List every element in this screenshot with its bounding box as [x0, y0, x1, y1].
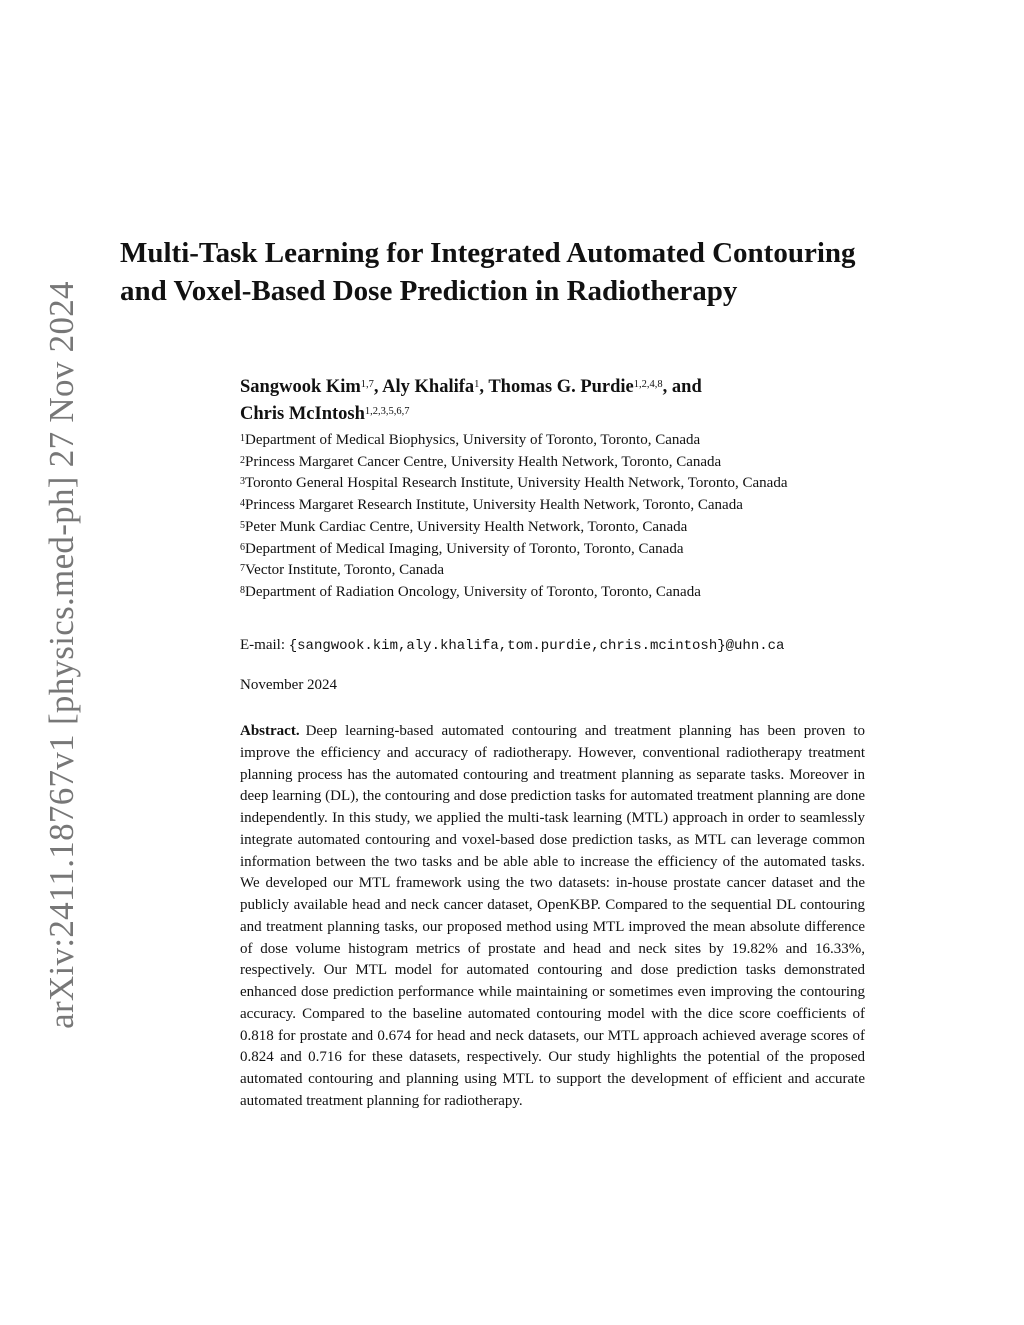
affiliation-item: [240, 473, 865, 495]
author-list: [240, 374, 860, 428]
author-name: Thomas G. Purdie: [488, 377, 634, 397]
abstract-text: Deep learning-based automated contouring and treatment planning has been proven to improve the efficiency and accuracy of radiotherapy. However, conventional radiotherapy treatment planning process has the automated contouring and treatment planning as separate tasks. Moreover in deep learning (DL), the contouring and dose prediction tasks for automated treatment planning are done independently. In this study, we applied the multi-task learning (MTL) approach in order to seamlessly integrate automated contouring and voxel-based dose prediction tasks, as MTL can leverage common information between the two tasks and be able able to increase the efficiency of the automated tasks. We developed our MTL framework using the two datasets: in-house prostate cancer dataset and the publicly available head and neck cancer dataset, OpenKBP. Compared to the sequential DL contouring and treatment planning tasks, our proposed method using MTL improved the mean absolute difference of dose volume histogram metrics of prostate and head and neck sites by 19.82% and 16.33%, respectively. Our MTL model for automated contouring and dose prediction tasks demonstrated enhanced dose prediction performance while maintaining or sometimes even improving the contouring accuracy. Compared to the baseline automated contouring model with the dice score coefficients of 0.818 for prostate and 0.674 for head and neck datasets, our MTL approach achieved average scores of 0.824 and 0.716 for these datasets, respectively. Our study highlights the potential of the proposed automated contouring and planning using MTL to support the development of efficient and accurate automated treatment planning for radiotherapy.: [240, 723, 865, 1109]
affiliation-number: 1: [240, 433, 245, 444]
author-separator: ,: [479, 377, 489, 397]
affiliation-text: Department of Radiation Oncology, University of Toronto, Toronto, Canada: [245, 583, 701, 600]
author-separator: ,: [373, 377, 383, 397]
abstract-heading: Abstract.: [240, 723, 300, 739]
affiliation-text: Toronto General Hospital Research Institute, University Health Network, Toronto, Canada: [245, 475, 788, 492]
affiliation-item: [240, 560, 865, 582]
affiliation-item: [240, 452, 865, 474]
author-separator: , and: [662, 377, 702, 397]
affiliation-number: 4: [240, 498, 245, 510]
affiliation-item: [240, 430, 865, 452]
affiliation-number: 8: [240, 584, 245, 596]
affiliation-number: 5: [240, 519, 245, 531]
affiliation-item: [240, 517, 865, 539]
affiliation-item: [240, 582, 865, 604]
affiliation-item: [240, 539, 865, 561]
author-name: Chris McIntosh: [240, 404, 365, 424]
email-addresses: {sangwook.kim,aly.khalifa,tom.purdie,chris.mcintosh}@uhn.ca: [288, 638, 785, 654]
affiliation-item: [240, 495, 865, 517]
author-name: Sangwook Kim: [240, 377, 361, 397]
affiliation-number: 6: [240, 541, 245, 553]
author-name: Aly Khalifa: [382, 377, 475, 397]
paper-title: Multi-Task Learning for Integrated Automated Contouring and Voxel-Based Dose Prediction in Radiotherapy: [120, 237, 856, 307]
affiliation-text: Princess Margaret Research Institute, University Health Network, Toronto, Canada: [245, 497, 743, 514]
author-affiliation-marker: 1,2,4,8: [633, 379, 663, 390]
affiliation-number: 3: [240, 476, 245, 488]
author-affiliation-marker: 1,2,3,5,6,7: [364, 406, 410, 417]
affiliation-text: Princess Margaret Cancer Centre, University Health Network, Toronto, Canada: [245, 453, 722, 470]
author-affiliation-marker: 1,7: [360, 379, 374, 390]
email-label: E-mail:: [240, 637, 289, 653]
affiliation-text: Department of Medical Biophysics, University of Toronto, Toronto, Canada: [245, 432, 701, 448]
affiliation-text: Peter Munk Cardiac Centre, University Health Network, Toronto, Canada: [245, 518, 688, 535]
affiliation-text: Vector Institute, Toronto, Canada: [245, 562, 445, 579]
author-affiliation-marker: 1: [474, 379, 480, 390]
affiliation-list: [240, 430, 865, 604]
arxiv-identifier-stamp: arXiv:2411.18767v1 [physics.med-ph] 27 Nov 2024: [42, 281, 81, 1029]
abstract: [240, 721, 865, 1113]
publication-date: November 2024: [240, 677, 338, 693]
affiliation-number: 7: [240, 563, 245, 575]
contact-email: [240, 635, 880, 657]
affiliation-text: Department of Medical Imaging, University of Toronto, Toronto, Canada: [245, 540, 684, 557]
affiliation-number: 2: [240, 454, 245, 466]
